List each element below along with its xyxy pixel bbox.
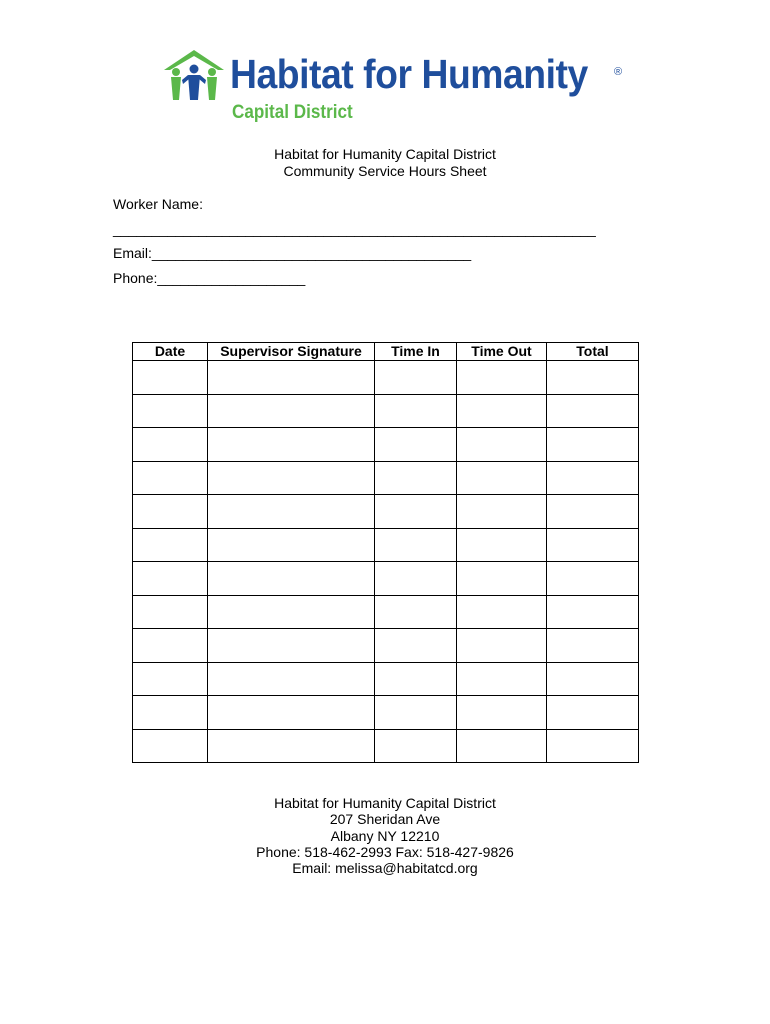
time-in-cell[interactable] <box>375 629 457 663</box>
date-cell[interactable] <box>133 629 208 663</box>
column-header-date: Date <box>133 343 208 361</box>
time-in-cell[interactable] <box>375 495 457 529</box>
table-row <box>133 361 639 395</box>
time-out-cell[interactable] <box>457 495 547 529</box>
total-cell[interactable] <box>547 562 639 596</box>
signature-cell[interactable] <box>208 729 375 763</box>
date-cell[interactable] <box>133 461 208 495</box>
heading-org: Habitat for Humanity Capital District <box>274 146 496 162</box>
hours-table <box>132 342 639 763</box>
date-cell[interactable] <box>133 595 208 629</box>
time-out-cell[interactable] <box>457 428 547 462</box>
phone-underline[interactable]: ___________________ <box>157 269 306 286</box>
email-row <box>113 245 596 270</box>
footer-phone-fax: Phone: 518-462-2993 Fax: 518-427-9826 <box>256 843 514 860</box>
time-in-cell[interactable] <box>375 428 457 462</box>
table-row <box>133 729 639 763</box>
table-row <box>133 629 639 663</box>
footer-street: 207 Sheridan Ave <box>329 811 441 828</box>
total-cell[interactable] <box>547 461 639 495</box>
signature-cell[interactable] <box>208 629 375 663</box>
time-out-cell[interactable] <box>457 528 547 562</box>
total-cell[interactable] <box>547 696 639 730</box>
date-cell[interactable] <box>133 696 208 730</box>
date-cell[interactable] <box>133 528 208 562</box>
phone-row <box>113 270 596 295</box>
signature-cell[interactable] <box>208 595 375 629</box>
table-row <box>133 428 639 462</box>
signature-cell[interactable] <box>208 461 375 495</box>
worker-name-label: Worker Name: <box>113 196 203 212</box>
time-out-cell[interactable] <box>457 696 547 730</box>
worker-name-blank[interactable] <box>113 221 596 246</box>
time-in-cell[interactable] <box>375 461 457 495</box>
footer-org: Habitat for Humanity Capital District <box>274 795 496 811</box>
worker-info-fields <box>113 196 596 294</box>
table-row <box>133 528 639 562</box>
time-out-cell[interactable] <box>457 662 547 696</box>
table-row <box>133 394 639 428</box>
heading-title: Community Service Hours Sheet <box>283 163 487 179</box>
table-row <box>133 495 639 529</box>
total-cell[interactable] <box>547 394 639 428</box>
table-row <box>133 595 639 629</box>
table-row <box>133 461 639 495</box>
total-cell[interactable] <box>547 428 639 462</box>
total-cell[interactable] <box>547 729 639 763</box>
date-cell[interactable] <box>133 562 208 596</box>
logo-wordmark: Habitat for Humanity <box>230 51 588 97</box>
footer-address <box>0 795 770 876</box>
date-cell[interactable] <box>133 394 208 428</box>
signature-cell[interactable] <box>208 696 375 730</box>
date-cell[interactable] <box>133 495 208 529</box>
signature-cell[interactable] <box>208 428 375 462</box>
footer-email: Email: melissa@habitatcd.org <box>292 860 478 877</box>
time-out-cell[interactable] <box>457 595 547 629</box>
total-cell[interactable] <box>547 595 639 629</box>
signature-cell[interactable] <box>208 662 375 696</box>
table-row <box>133 662 639 696</box>
time-out-cell[interactable] <box>457 394 547 428</box>
time-out-cell[interactable] <box>457 461 547 495</box>
habitat-logo <box>162 46 632 126</box>
email-underline[interactable]: _________________________________________ <box>151 245 472 261</box>
column-header-time-out: Time Out <box>457 343 547 361</box>
table-header-row <box>133 343 639 361</box>
logo-subtitle: Capital District <box>232 102 353 123</box>
time-in-cell[interactable] <box>375 361 457 395</box>
column-header-time-in: Time In <box>375 343 457 361</box>
signature-cell[interactable] <box>208 562 375 596</box>
time-in-cell[interactable] <box>375 528 457 562</box>
column-header-supervisor-signature: Supervisor Signature <box>208 343 375 361</box>
email-label: Email: <box>113 245 152 261</box>
signature-cell[interactable] <box>208 361 375 395</box>
signature-cell[interactable] <box>208 394 375 428</box>
column-header-total: Total <box>547 343 639 361</box>
total-cell[interactable] <box>547 662 639 696</box>
time-out-cell[interactable] <box>457 729 547 763</box>
total-cell[interactable] <box>547 495 639 529</box>
date-cell[interactable] <box>133 729 208 763</box>
signature-cell[interactable] <box>208 495 375 529</box>
total-cell[interactable] <box>547 361 639 395</box>
phone-label: Phone: <box>113 269 158 286</box>
time-in-cell[interactable] <box>375 394 457 428</box>
time-in-cell[interactable] <box>375 696 457 730</box>
date-cell[interactable] <box>133 428 208 462</box>
footer-city: Albany NY 12210 <box>330 827 440 844</box>
time-in-cell[interactable] <box>375 595 457 629</box>
date-cell[interactable] <box>133 662 208 696</box>
time-in-cell[interactable] <box>375 562 457 596</box>
time-out-cell[interactable] <box>457 562 547 596</box>
time-in-cell[interactable] <box>375 729 457 763</box>
document-heading <box>0 146 770 180</box>
worker-name-row <box>113 196 596 221</box>
total-cell[interactable] <box>547 629 639 663</box>
signature-cell[interactable] <box>208 528 375 562</box>
time-out-cell[interactable] <box>457 629 547 663</box>
time-in-cell[interactable] <box>375 662 457 696</box>
table-row <box>133 696 639 730</box>
registered-mark: ® <box>614 66 623 78</box>
time-out-cell[interactable] <box>457 361 547 395</box>
table-body <box>133 361 639 763</box>
house-people-icon <box>162 48 226 102</box>
table-row <box>133 562 639 596</box>
date-cell[interactable] <box>133 361 208 395</box>
total-cell[interactable] <box>547 528 639 562</box>
worker-name-underline[interactable]: ______________________________________________________________ <box>113 220 596 237</box>
